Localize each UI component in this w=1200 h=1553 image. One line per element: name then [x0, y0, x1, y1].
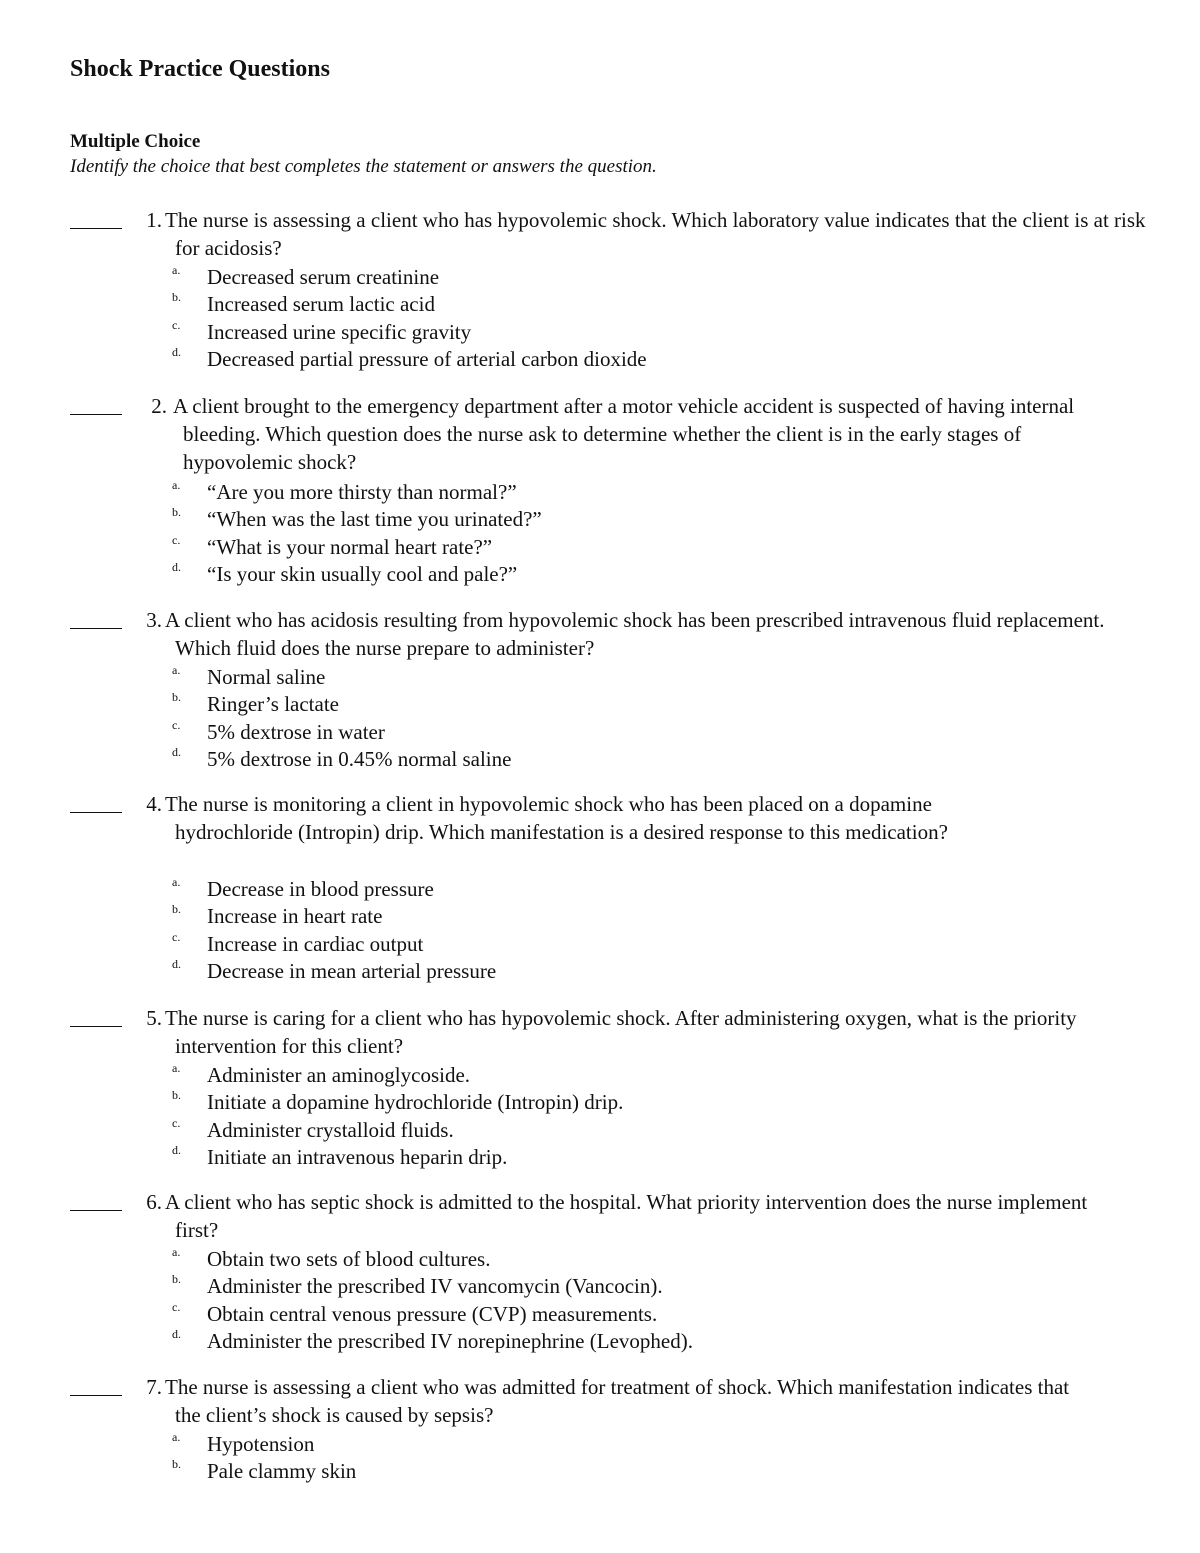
- choice-letter: a.: [172, 1061, 181, 1075]
- answer-blank[interactable]: [70, 812, 122, 813]
- choice-letter: b.: [172, 505, 181, 520]
- choice-text: Initiate an intravenous heparin drip.: [207, 1144, 508, 1169]
- choice-text: Decrease in mean arterial pressure: [207, 958, 497, 983]
- answer-blank[interactable]: [70, 414, 122, 415]
- choice-text: Obtain two sets of blood cultures.: [207, 1247, 491, 1271]
- choice-letter: d.: [172, 744, 181, 759]
- choice-letter: c.: [172, 1115, 181, 1130]
- choice-letter: c.: [172, 717, 181, 732]
- choice-text: 5% dextrose in 0.45% normal saline: [207, 746, 512, 771]
- choice-text: Ringer’s lactate: [207, 692, 339, 717]
- question-number: 6.: [146, 1190, 162, 1214]
- instructions-text: Identify the choice that best completes the statement or answers the question.: [70, 156, 657, 177]
- page-title: Shock Practice Questions: [70, 56, 330, 82]
- answer-blank[interactable]: [70, 1395, 122, 1396]
- choice-letter: b.: [172, 1457, 181, 1472]
- choice-text: Decreased partial pressure of arterial carbon dioxide: [207, 346, 647, 371]
- choice-letter: c.: [172, 532, 181, 547]
- choice-text: Normal saline: [207, 665, 326, 689]
- choice-text: “What is your normal heart rate?”: [207, 534, 493, 559]
- choice-text: Increased urine specific gravity: [207, 319, 472, 344]
- choice-letter: a.: [172, 478, 181, 492]
- choice-text: “Are you more thirsty than normal?”: [207, 480, 517, 504]
- choice-letter: c.: [172, 929, 181, 944]
- question-number: 5.: [146, 1006, 162, 1030]
- question-stem: The nurse is caring for a client who has hypovolemic shock. After administering oxygen, what is the priority intervention for this client?: [165, 1006, 1077, 1058]
- choice-letter: c.: [172, 317, 181, 332]
- choice-text: Increase in heart rate: [207, 904, 383, 929]
- choice-letter: c.: [172, 1299, 181, 1314]
- answer-blank[interactable]: [70, 1026, 122, 1027]
- choice-letter: b.: [172, 1088, 181, 1103]
- question-number: 7.: [146, 1375, 162, 1399]
- section-title: Multiple Choice: [70, 131, 201, 152]
- question-stem: A client who has septic shock is admitted to the hospital. What priority intervention does the nurse implement first?: [165, 1190, 1088, 1242]
- choice-text: Initiate a dopamine hydrochloride (Intropin) drip.: [207, 1090, 624, 1115]
- question-number: 2.: [151, 394, 167, 418]
- question-number: 4.: [146, 792, 162, 816]
- choice-text: Obtain central venous pressure (CVP) measurements.: [207, 1301, 658, 1326]
- choice-letter: d.: [172, 1142, 181, 1157]
- question-stem: The nurse is monitoring a client in hypovolemic shock who has been placed on a dopamine hydrochloride (Intropin) drip. Which manifestation is a desired response to this medication?: [165, 792, 948, 844]
- choice-text: 5% dextrose in water: [207, 719, 385, 744]
- choice-letter: b.: [172, 690, 181, 705]
- choice-text: Decreased serum creatinine: [207, 265, 440, 289]
- question-stem: A client who has acidosis resulting from hypovolemic shock has been prescribed intravenous fluid replacement. Which fluid does the nurse prepare to administer?: [165, 608, 1105, 660]
- choice-text: Pale clammy skin: [207, 1459, 357, 1484]
- question-stem: The nurse is assessing a client who was admitted for treatment of shock. Which manifestation indicates that the client’s shock is caused by sepsis?: [165, 1375, 1070, 1427]
- choice-text: “When was the last time you urinated?”: [207, 507, 542, 532]
- choice-text: Administer the prescribed IV vancomycin (Vancocin).: [207, 1274, 663, 1299]
- choice-text: Hypotension: [207, 1432, 315, 1456]
- choice-letter: d.: [172, 344, 181, 359]
- choice-letter: a.: [172, 1245, 181, 1259]
- choice-letter: a.: [172, 875, 181, 889]
- choice-text: Decrease in blood pressure: [207, 877, 434, 901]
- choice-letter: b.: [172, 1272, 181, 1287]
- choice-text: Administer the prescribed IV norepinephrine (Levophed).: [207, 1328, 693, 1353]
- choice-letter: b.: [172, 290, 181, 305]
- choice-text: Administer an aminoglycoside.: [207, 1063, 471, 1087]
- choice-text: Administer crystalloid fluids.: [207, 1117, 454, 1142]
- choice-text: “Is your skin usually cool and pale?”: [207, 561, 518, 586]
- question-number: 1.: [146, 208, 162, 232]
- question-stem: The nurse is assessing a client who has hypovolemic shock. Which laboratory value indicates that the client is at risk for acidosis?: [165, 208, 1146, 260]
- answer-blank[interactable]: [70, 628, 122, 629]
- choice-letter: a.: [172, 263, 181, 277]
- choice-text: Increased serum lactic acid: [207, 292, 435, 317]
- choice-letter: d.: [172, 956, 181, 971]
- question-number: 3.: [146, 608, 162, 632]
- answer-blank[interactable]: [70, 1210, 122, 1211]
- choice-letter: a.: [172, 1430, 181, 1444]
- choice-text: Increase in cardiac output: [207, 931, 424, 956]
- question-stem: A client brought to the emergency department after a motor vehicle accident is suspected of having internal bleeding. Which question does the nurse ask to determine whether the client is in the early stages of hypovolemic shock?: [173, 394, 1075, 474]
- choice-letter: d.: [172, 559, 181, 574]
- choice-letter: d.: [172, 1326, 181, 1341]
- choice-letter: b.: [172, 902, 181, 917]
- choice-letter: a.: [172, 663, 181, 677]
- answer-blank[interactable]: [70, 228, 122, 229]
